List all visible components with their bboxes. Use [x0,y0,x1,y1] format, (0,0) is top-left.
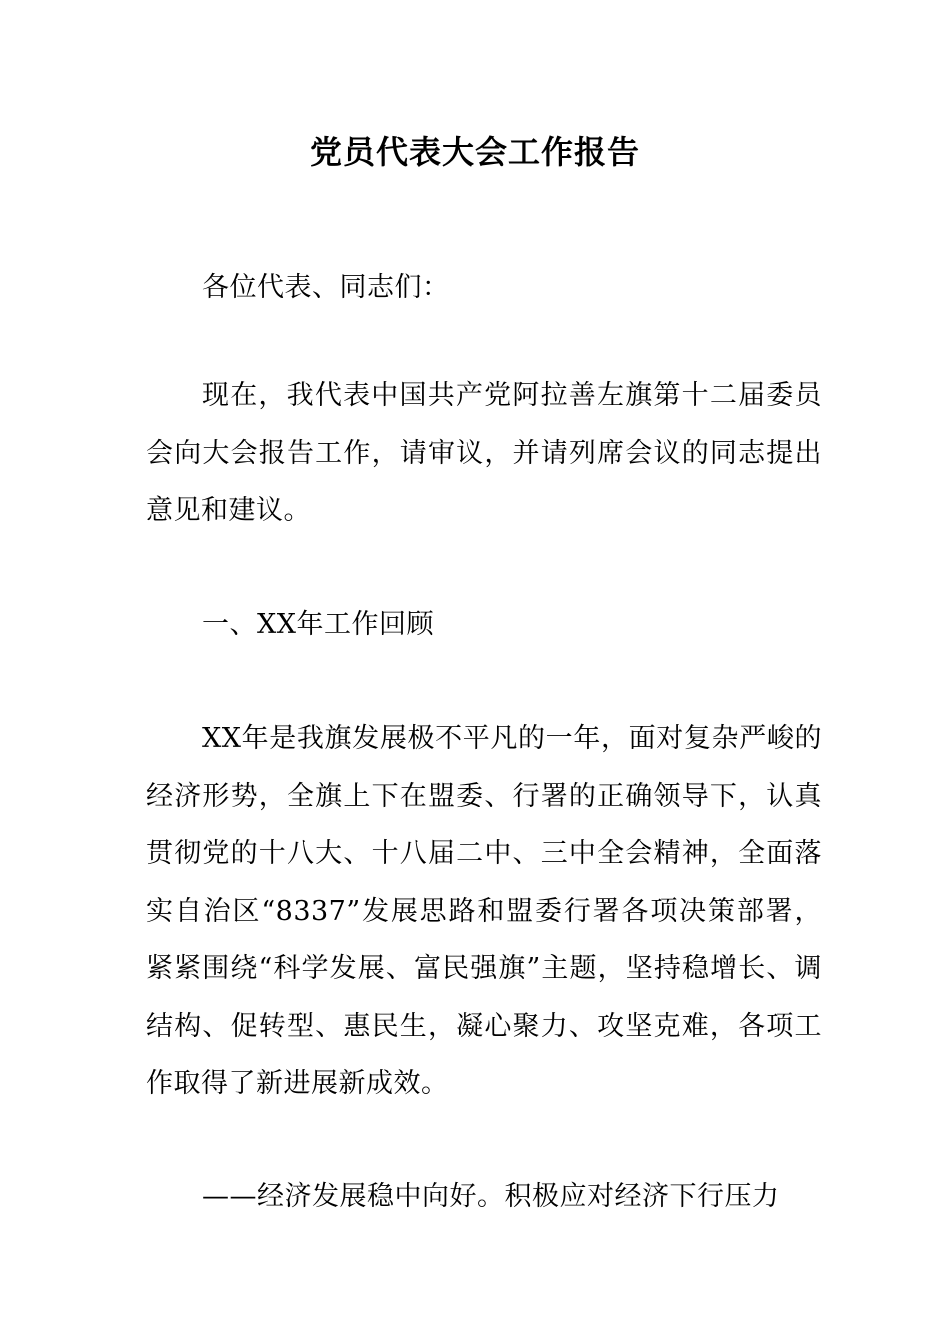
economy-paragraph: ——经济发展稳中向好。积极应对经济下行压力 [202,1181,780,1212]
section-heading: 一、XX年工作回顾 [202,609,434,640]
intro-paragraph: 现在，我代表中国共产党阿拉善左旗第十二届委员会向大会报告工作，请审议，并请列席会议的同志提出意见和建议。 [146,380,822,526]
review-paragraph: XX年是我旗发展极不平凡的一年，面对复杂严峻的经济形势，全旗上下在盟委、行署的正确领导下，认真贯彻党的十八大、十八届二中、三中全会精神，全面落实自治区“8337”发展思路和盟委行署各项决策部署，紧紧围绕“科学发展、富民强旗”主题，坚持稳增长、调结构、促转型、惠民生，凝心聚力、攻坚克难，各项工作取得了新进展新成效。 [146,723,822,1099]
greeting-paragraph: 各位代表、同志们： [202,272,450,303]
document-title: 党员代表大会工作报告 [309,133,640,171]
